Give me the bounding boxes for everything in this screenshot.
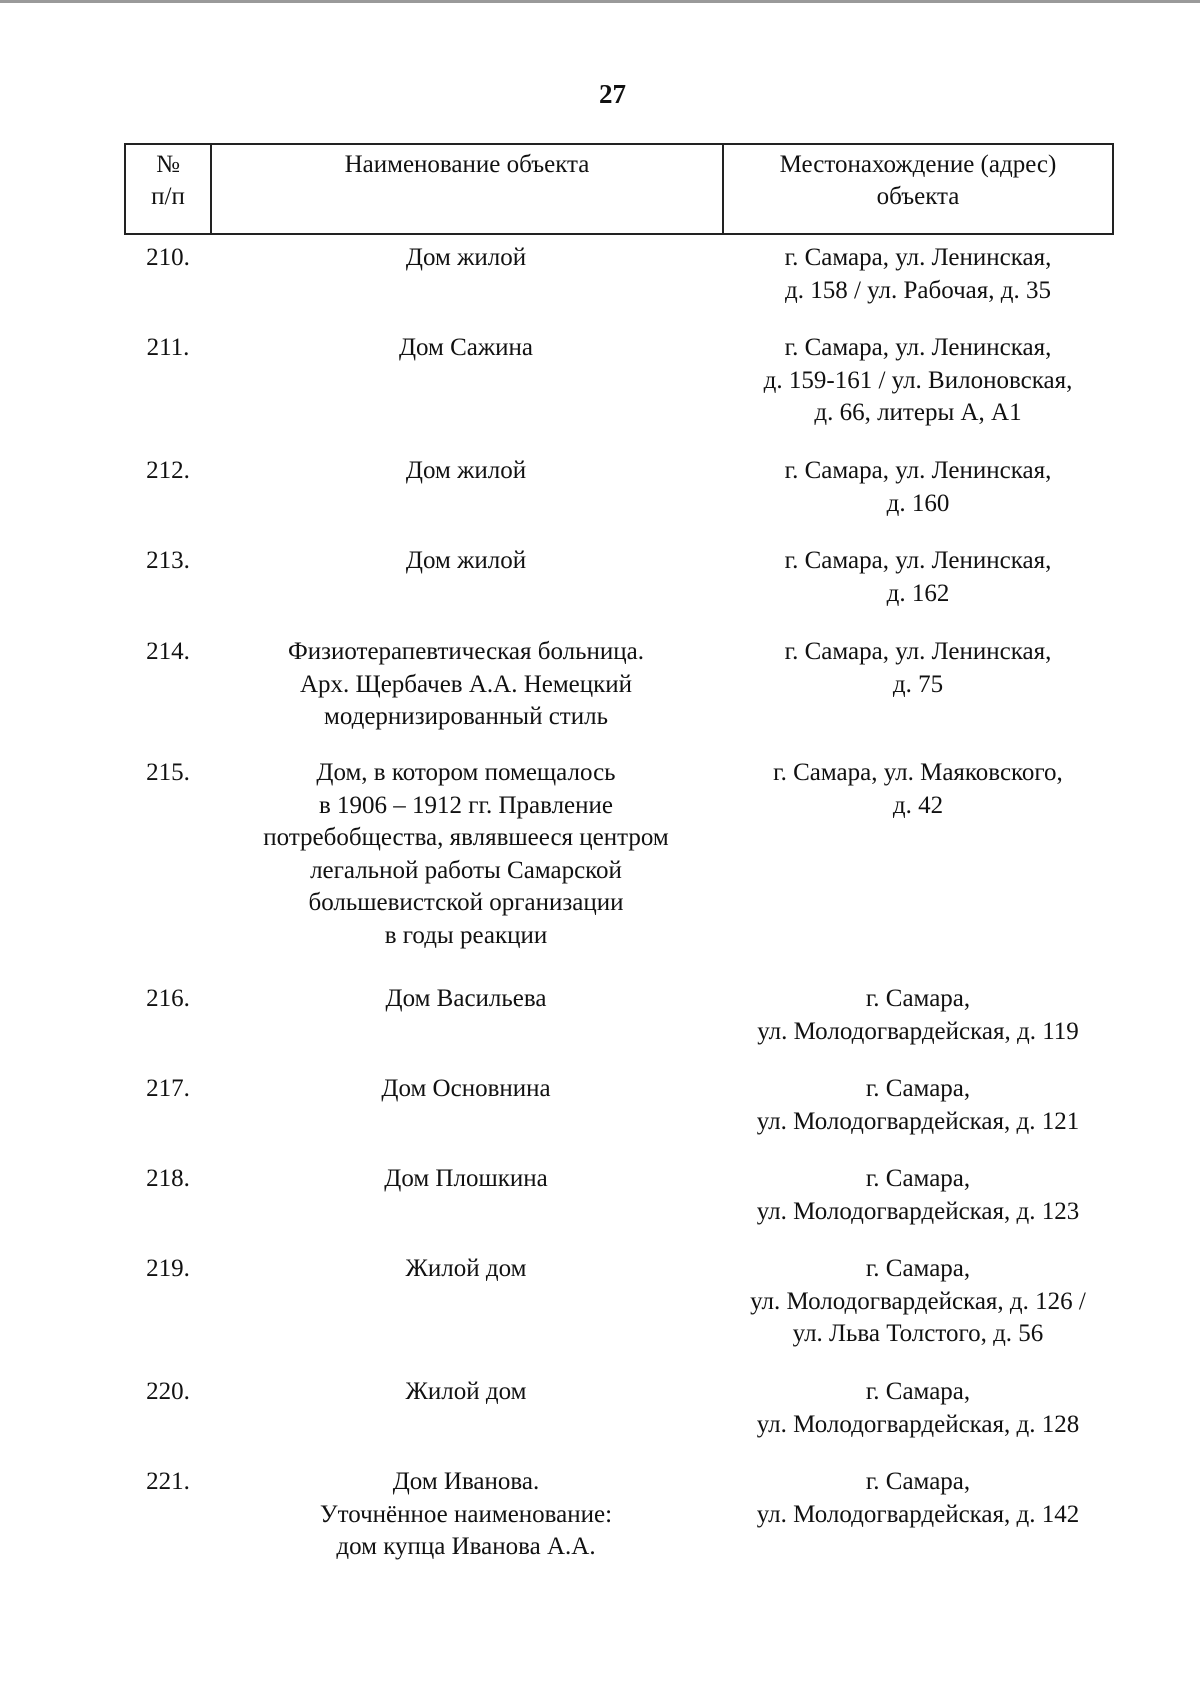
table-header	[124, 143, 1114, 235]
row-number: 210.	[146, 244, 190, 271]
object-address-line: г. Самара,	[865, 1468, 971, 1495]
object-address	[722, 983, 1114, 1048]
header-name-line: Наименование объекта	[344, 151, 590, 178]
object-name	[210, 757, 722, 952]
object-address-line: г. Самара, ул. Ленинская,	[784, 638, 1052, 665]
object-address-line: ул. Молодогвардейская, д. 126 /	[750, 1287, 1086, 1315]
object-address	[722, 757, 1114, 822]
object-name-line: Дом Васильева	[385, 985, 547, 1012]
object-address-line: д. 42	[892, 791, 944, 819]
object-name	[210, 545, 722, 578]
object-name-line: Дом жилой	[405, 457, 527, 484]
object-address	[722, 1253, 1114, 1351]
object-name	[210, 1466, 722, 1564]
object-name-line: Жилой дом	[405, 1378, 527, 1405]
row-number: 214.	[146, 638, 190, 665]
object-address	[722, 1073, 1114, 1138]
object-address-line: г. Самара, ул. Ленинская,	[784, 244, 1052, 271]
object-address-line: г. Самара, ул. Ленинская,	[784, 334, 1052, 361]
object-address-line: ул. Молодогвардейская, д. 121	[756, 1107, 1080, 1135]
row-number: 215.	[146, 759, 190, 786]
object-name-line: Дом Плошкина	[384, 1165, 548, 1192]
object-name-line: в 1906 – 1912 гг. Правление	[318, 791, 614, 819]
object-address-line: д. 160	[886, 489, 950, 517]
header-address-line: Местонахождение (адрес)	[779, 151, 1057, 178]
object-address	[722, 1466, 1114, 1531]
object-name-line: модернизированный стиль	[324, 703, 608, 730]
object-name-line: Физиотерапевтическая больница.	[287, 638, 645, 665]
row-number: 216.	[146, 985, 190, 1012]
object-address-line: ул. Молодогвардейская, д. 128	[756, 1410, 1080, 1438]
object-address-line: д. 162	[886, 579, 950, 607]
row-number: 221.	[146, 1468, 190, 1495]
object-name	[210, 983, 722, 1016]
header-num-line: п/п	[151, 183, 185, 210]
object-address-line: г. Самара,	[865, 1075, 971, 1102]
object-address	[722, 332, 1114, 430]
object-address	[722, 242, 1114, 307]
object-name-line: Дом, в котором помещалось	[316, 759, 616, 786]
object-name-line: Дом Сажина	[398, 334, 534, 361]
object-name-line: легальной работы Самарской	[310, 856, 622, 884]
object-address-line: г. Самара,	[865, 1255, 971, 1282]
object-name-line: дом купца Иванова А.А.	[336, 1533, 596, 1560]
object-name-line: в годы реакции	[384, 921, 548, 949]
object-name-line: Дом жилой	[405, 547, 527, 574]
object-name	[210, 1163, 722, 1196]
object-name-line: Уточнённое наименование:	[319, 1500, 613, 1528]
object-address-line: г. Самара,	[865, 1378, 971, 1405]
object-name-line: Дом жилой	[405, 244, 527, 271]
page-number: 27	[599, 79, 626, 109]
object-address-line: г. Самара,	[865, 1165, 971, 1192]
row-number: 212.	[146, 457, 190, 484]
header-num-line: №	[156, 151, 180, 178]
object-name-line: большевистской организации	[308, 889, 624, 916]
object-address-line: г. Самара, ул. Маяковского,	[773, 759, 1063, 786]
object-name-line: Жилой дом	[405, 1255, 527, 1282]
object-name-line: потребобщества, являвшееся центром	[263, 824, 669, 851]
object-address	[722, 1163, 1114, 1228]
object-address	[722, 545, 1114, 610]
object-address-line: ул. Молодогвардейская, д. 119	[757, 1017, 1079, 1045]
object-address-line: г. Самара, ул. Ленинская,	[784, 547, 1052, 574]
row-number: 213.	[146, 547, 190, 574]
object-address-line: г. Самара, ул. Ленинская,	[784, 457, 1052, 484]
object-name	[210, 1376, 722, 1409]
object-name	[210, 242, 722, 275]
object-name	[210, 1253, 722, 1286]
object-address	[722, 1376, 1114, 1441]
header-address	[724, 145, 1112, 233]
object-address-line: ул. Льва Толстого, д. 56	[792, 1320, 1044, 1347]
row-number: 211.	[146, 334, 190, 361]
object-address	[722, 636, 1114, 701]
object-address-line: д. 66, литеры А, А1	[814, 399, 1022, 426]
object-address-line: ул. Молодогвардейская, д. 123	[756, 1197, 1080, 1225]
object-address-line: д. 158 / ул. Рабочая, д. 35	[784, 276, 1051, 304]
header-num	[126, 145, 212, 233]
header-address-line: объекта	[876, 183, 960, 210]
scan-edge-line	[0, 0, 1200, 3]
row-number: 218.	[146, 1165, 190, 1192]
object-address-line: д. 75	[892, 670, 944, 698]
row-number: 219.	[146, 1255, 190, 1282]
row-number: 220.	[146, 1378, 190, 1405]
object-name	[210, 636, 722, 734]
object-address-line: ул. Молодогвардейская, д. 142	[756, 1500, 1080, 1528]
object-name	[210, 1073, 722, 1106]
row-number: 217.	[146, 1075, 190, 1102]
object-name-line: Дом Основнина	[381, 1075, 551, 1102]
object-address-line: г. Самара,	[865, 985, 971, 1012]
object-name-line: Дом Иванова.	[392, 1468, 540, 1495]
object-name-line: Арх. Щербачев А.А. Немецкий	[299, 670, 633, 698]
object-address-line: д. 159-161 / ул. Вилоновская,	[763, 366, 1073, 394]
object-name	[210, 455, 722, 488]
object-address	[722, 455, 1114, 520]
object-name	[210, 332, 722, 365]
header-name	[212, 145, 724, 233]
